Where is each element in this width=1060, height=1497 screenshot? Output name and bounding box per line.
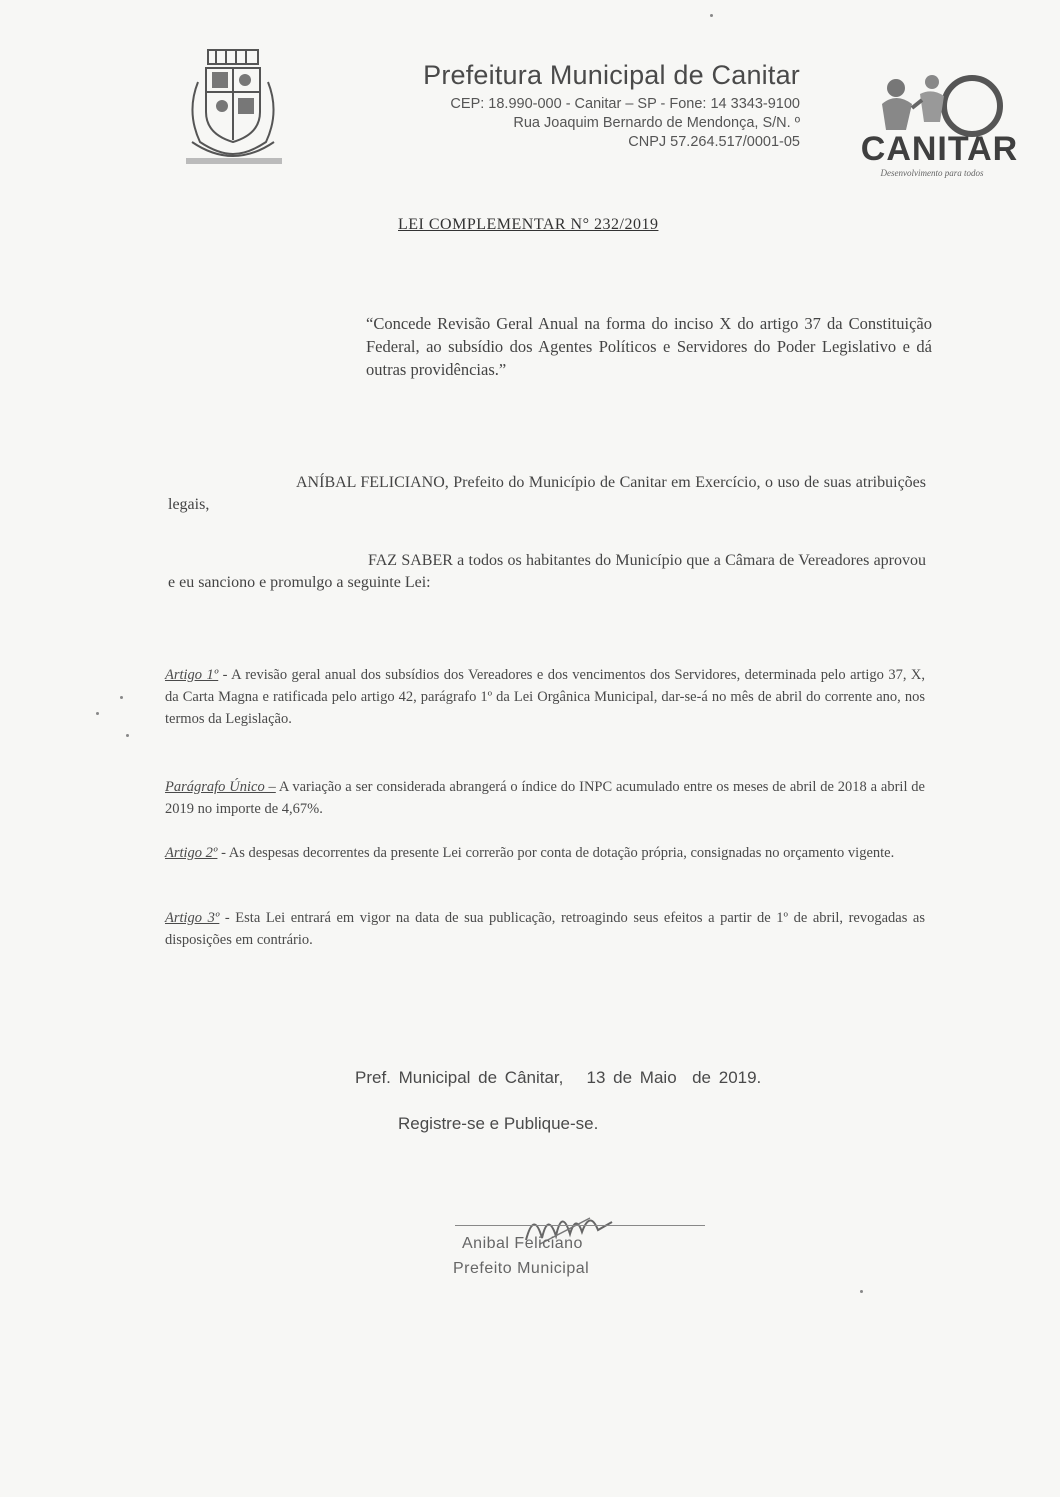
faz-saber-text: FAZ SABER a todos os habitantes do Município que a Câmara de Vereadores aprovou e eu sanciono e promulgo a seguinte Lei:: [168, 552, 926, 591]
logo-slogan: Desenvolvimento para todos: [880, 168, 984, 178]
scan-speck: [120, 696, 123, 699]
address-line-street: Rua Joaquim Bernardo de Mendonça, S/N. º: [513, 115, 800, 131]
address-line-cnpj: CNPJ 57.264.517/0001-05: [628, 134, 800, 150]
article-label: Artigo 1º: [165, 667, 219, 683]
article-label: Artigo 3º: [165, 910, 220, 926]
article-text: A variação a ser considerada abrangerá o índice do INPC acumulado entre os meses de abril de 2018 a abril de 2019 no importe de 4,67%.: [165, 779, 925, 817]
logo-word: CANITAR: [860, 130, 1019, 168]
article-label: Parágrafo Único –: [165, 779, 276, 795]
article-label: Artigo 2º: [165, 845, 218, 861]
scan-speck: [710, 14, 713, 17]
faz-saber-paragraph: [168, 550, 926, 594]
register-line: Registre-se e Publique-se.: [398, 1114, 599, 1133]
article-3: [165, 907, 925, 951]
signature-line: [455, 1225, 705, 1226]
scan-speck: [860, 1290, 863, 1293]
org-name: Prefeitura Municipal de Canitar: [423, 60, 800, 90]
law-ementa: “Concede Revisão Geral Anual na forma do inciso X do artigo 37 da Constituição Federal, ao subsídio dos Agentes Políticos e Servidores do Poder Legislativo e dá outras providências.”: [366, 314, 932, 379]
article-1: [165, 664, 925, 730]
article-2: [165, 842, 925, 864]
signer-role: Prefeito Municipal: [453, 1260, 590, 1277]
municipal-coat-of-arms-icon: [178, 42, 288, 172]
mayor-paragraph-text: ANÍBAL FELICIANO, Prefeito do Município de Canitar em Exercício, o uso de suas atribuições legais,: [168, 474, 926, 513]
article-text: - A revisão geral anual dos subsídios dos Vereadores e dos vencimentos dos Servidores, determinada pelo artigo 37, X, da Carta Magna e ratificada pelo artigo 42, parágrafo 1º da Lei Orgânica Municipal, dar-se-á no mês de abril do corrente ano, nos termos da Legislação.: [165, 667, 925, 727]
date-line: Pref. Municipal de Cânitar, 13 de Maio de 2019.: [355, 1068, 762, 1087]
letterhead: [300, 60, 800, 152]
article-text: - As despesas decorrentes da presente Lei correrão por conta de dotação própria, consignadas no orçamento vigente.: [217, 845, 895, 861]
signer-name: Anibal Feliciano: [462, 1235, 583, 1252]
mayor-paragraph: [168, 472, 926, 516]
scan-speck: [96, 712, 99, 715]
scan-speck: [126, 734, 129, 737]
law-title: LEI COMPLEMENTAR N° 232/2019: [398, 216, 659, 233]
canitar-logo: [852, 70, 1032, 182]
article-text: - Esta Lei entrará em vigor na data de sua publicação, retroagindo seus efeitos a partir de 1º de abril, revogadas as disposições em contrário.: [165, 910, 925, 948]
address-line-cep: CEP: 18.990-000 - Canitar – SP - Fone: 14 3343-9100: [450, 96, 800, 112]
paragrafo-unico: [165, 776, 925, 820]
